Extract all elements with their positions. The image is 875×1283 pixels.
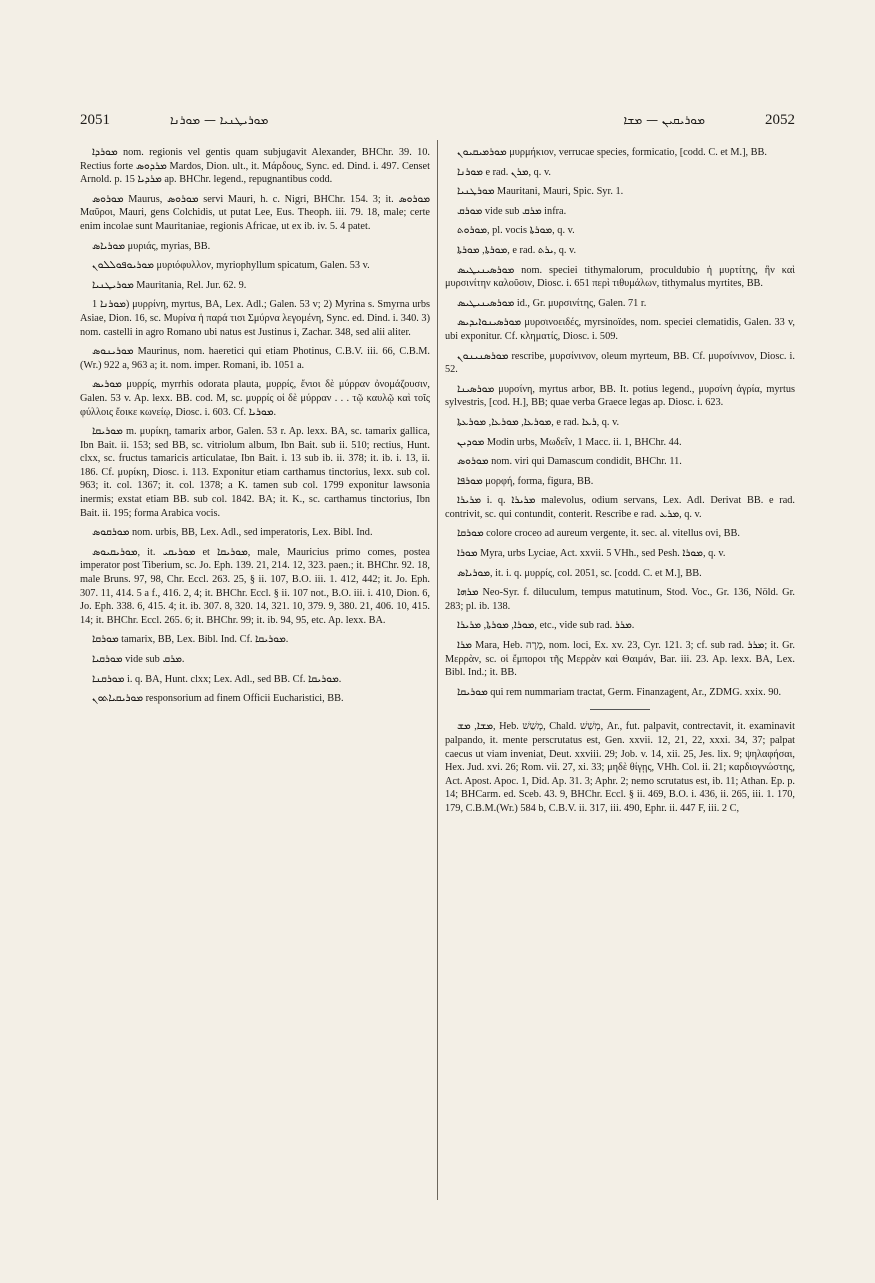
dictionary-entry: ܡܘܪܝܩܐ m. μυρίκη, tamarix arbor, Galen. 53 r. Ap. lexx. BA, sc. tamarix gallica, Ibn Bait. ii. 153; sed BB, sc. vitriolum album, Ibn Bait. sub ii. 510; rectius, Hunt. clxx, sc. fructus tamaricis articulatae, Ibn Bait. i. 13 sub ib. ii. 378; it. ib. i. 13, ii. 186. Cf. μυρίκη, Diosc. i. 113. Exponitur etiam carthamus tinctorius, lexx. sub col. 963; it. col. 1367; it. col. 1378; a K. tamen sub col. 1799 exponitur lawsonia inermis; exstat etiam BB. sub col. 1842. BA; it. K., sc. carthamus tinctorius, Ibn Bait. ii. 195; forma Arabica vocis. <box>80 426 430 519</box>
dictionary-entry: ܡܘܪܝܣ μυρρίς, myrrhis odorata plauta, μυρρίς, ἔνιοι δὲ μύρραν ὀνομάζουσιν, Galen. 53 v. Ap. lexx. BB. cod. M, sc. μυρρίς οἱ δὲ μύρραν . . . τῷ καυλῷ καὶ τοῖς φύλλοις ἔοικε κωνείῳ, Diosc. i. 603. Cf. ܡܘܪܝܐ. <box>80 379 430 418</box>
dictionary-entry: ܡܘܪܡܝܩܝܘܢ μυρμήκιον, verrucae species, formicatio, [codd. C. et M.], BB. <box>457 147 767 158</box>
dictionary-entry: ܡܘܪܘܬ, pl. vocis ܡܘܪܬܐ, q. v. <box>457 225 575 237</box>
dictionary-entry: ܡܘܪܦܐ μορφή, forma, figura, BB. <box>457 475 594 487</box>
dictionary-entry: ܡܘܪܝܐܣ, it. i. q. μυρρίς, col. 2051, sc. [codd. C. et M.], BB. <box>457 567 702 579</box>
dictionary-entry: ܡܘܪܩܐ colore croceo ad aureum vergente, it. sec. al. vitellus ovi, BB. <box>457 528 740 540</box>
dictionary-entry: ܡܘܪܣܝܢܝܛܝܣ nom. speciei tithymalorum, proculdubio ἡ μυρτίτης, ἣν καὶ μυρσινίτην καλοῦσιν, Diosc. i. 651 περὶ τιθυμάλων, tithymalus myrtites, BB. <box>445 264 795 290</box>
dictionary-entry: ܡܘܪܩ vide sub ܡܪܩ infra. <box>457 205 567 217</box>
right-page-number: 2052 <box>765 112 795 128</box>
dictionary-entry: ܡܘܪܝܐܣ μυριάς, myrias, BB. <box>92 240 211 252</box>
dictionary-entry: ܡܘܪܢܐ e rad. ܡܪܢ, q. v. <box>457 166 551 178</box>
page-header <box>80 112 795 136</box>
column-divider <box>437 140 438 1200</box>
dictionary-entry: ܡܘܕܝܢ Modin urbs, Μωδεΐν, 1 Macc. ii. 1, BHChr. 44. <box>457 436 682 448</box>
dictionary-entry: ܡܘܪܝܛܢܝܐ Mauritania, Rel. Jur. 62. 9. <box>92 279 247 291</box>
dictionary-entry: ܡܘܪܬܐ, ܡܘܪܬܐ, e rad. ܝܪܬ, q. v. <box>457 244 577 256</box>
dictionary-entry: ܡܘܪܣܢܝܢܘܢ rescribe, μυρσίνινον, oleum myrteum, BB. Cf. μυρσίνινον, Diosc. i. 52. <box>445 350 795 376</box>
dictionary-entry: ܡܘܪܩܐ tamarix, BB, Lex. Bibl. Ind. Cf. ܡܘܪܝܩܐ. <box>92 634 289 646</box>
dictionary-entry: ܡܘܪܐ Myra, urbs Lyciae, Act. xxvii. 5 VHh., sed Pesh. ܡܘܪܐ, q. v. <box>457 548 726 560</box>
dictionary-entry: ܡܘܪܥܐ, ܡܘܪܥܐ, ܡܘܪܥܬܐ, e rad. ܪܥܐ, q. v. <box>457 416 620 428</box>
dictionary-entry: ܡܘܪܕܐ nom. regionis vel gentis quam subjugavit Alexander, BHChr. 39. 10. Rectius forte ܡܪܕܘܣ Mardos, Dion. ult., it. Μάρδους, Sync. ed. Dind. i. 497. Censet Arnold. p. 15 ܡܪܕܝܐ ap. BHChr. legend., repugnantibus codd. <box>80 147 430 186</box>
dictionary-entry: ܡܘܪܝܩܝܐܬܘܢ responsorium ad finem Officii Eucharistici, BB. <box>92 693 344 705</box>
dictionary-entry: ܡܘܪܣܝܢܐ μυρσίνη, myrtus arbor, BB. It. potius legend., μυρσίνη ἀγρία, myrtus sylvestris, [cod. H.], BB; quae verba Graece legas ap. Diosc. i. 623. <box>445 383 795 409</box>
right-running-title: ܡܘܪܝܩܝܢ — ܡܫܐ <box>623 113 705 127</box>
dictionary-entry: ܡܘܪܩܝܐ vide sub ܡܪܩ. <box>92 654 185 665</box>
dictionary-entry: ܡܘܪܩܢܐ i. q. BA, Hunt. clxx; Lex. Adl., sed BB. Cf. ܡܘܪܝܩܐ. <box>92 673 342 685</box>
dictionary-entry: ܡܘܪܣܝܢܝܛܝܣ id., Gr. μυρσινίτης, Galen. 71 r. <box>457 297 647 309</box>
dictionary-entry: ܡܘܪܛܢܝܐ Mauritani, Mauri, Spic. Syr. 1. <box>457 186 624 198</box>
dictionary-entry: ܡܘܪܢܐ 1) μυρρίνη, myrtus, BA, Lex. Adl.; Galen. 53 v; 2) Myrina s. Smyrna urbs Asiae, Dion. 16, sc. Μυρίνα ἡ παρά τισι Σμύρνα λεγομένη, Sync. ed. Dind. i. 340. 3) nom. castelli in agro Romano ubi natus est Justinus i, Zachar. 348, sed alii aliter. <box>80 299 431 338</box>
left-page-number: 2051 <box>80 112 110 128</box>
dictionary-entry: ܡܪܗܐ Neo-Syr. f. diluculum, tempus matutinum, Stod. Voc., Gr. 136, Nöld. Gr. 283; pl. ib. 138. <box>445 587 795 612</box>
dictionary-entry: ܡܫܐ, ܡܫ, Heb. מָשַׁשׁ, Chald. מְשַׁשׁ, Ar., fut. palpavit, contrectavit, it. examinavit palpando, it. mente perscrutatus est, Gen. xxvii. 12, 21, 22, xxxi. 34, 37; palpat caecus ut viam inveniat, Deut. xxviii. 29; Job. v. 14, xii. 25, Jes. lix. 9; ψηλαφήσαι, Hex. Jud. xvi. 26; Rom. vii. 27, xi. 33; μηδὲ θίγῃς, VHh. Col. ii. 21; καρδιογνώστης, Act. Apost. Apoc. 1, Did. Ap. 31. 3; Aphr. 2; nemo scrutatus est, ib. 11; Athan. Ep. p. 14; BHCarm. ed. Sceb. 43. 9, BHChr. Eccl. § ii. 469, B.O. i. 436, ii. 265, iii. 1. 170, 179, C.B.M.(Wr.) 584 b, C.B.V. ii. 317, iii. 490, Ephr. ii. 447 F, iii. 2 C, <box>445 721 795 814</box>
dictionary-entry: ܡܪܐ Mara, Heb. מָרָה, nom. loci, Ex. xv. 23, Cyr. 121. 3; cf. sub rad. ܡܪܪ; it. Gr. Μερρὰν, sc. οἱ ἔμποροι τῆς Μερρὰν καὶ Θαιμάν, Bar. iii. 23. Ap. lexx. BA, Lex. Bibl. Ind.; it. BB. <box>445 640 795 679</box>
dictionary-entry: ܡܪܝܪܐ i. q. ܡܪܝܪܐ malevolus, odium servans, Lex. Adl. Derivat BB. e rad. contrivit, sc. qui contundit, conterit. Rescribe e rad. ܡܪܥ, q. v. <box>445 495 795 520</box>
dictionary-entry: ܡܘܪܝܩܝܘܣ, it. ܡܘܪܝܩܝ et ܡܘܪܝܩܐ, male, Mauricius primo comes, postea imperator post Tiberium, sc. Jo. Eph. 139. 21, 214. 12, 323. paen.; it. BHChr. 92. 18, male Bruns. 97, 98, Chr. Eccl. 263. 25, § ii. 107, B.O. iii. 1. 412, 442; it. Jo. Eph. 307. 11, 414. 5 a f., 416. 2, 4; it. BHChr. Eccl. § ii. 107 not., B.O. iii. i. 410, Dion. 6, Jo. Eph. 338. 6, 415. 4; it. ib. 307. 8, 320. 14, 321. 10, 379. 9, 380. 21, 406. 10, 415. 14; it. BHChr. Eccl. 265. 6; it. BHChr. 99; it. ib. 94, 95, etc. Ap. lexx. BA. <box>80 546 430 626</box>
section-separator <box>590 709 650 710</box>
dictionary-entry: ܡܘܪܝܢܘܣ Maurinus, nom. haeretici qui etiam Photinus, C.B.V. iii. 66, C.B.M.(Wr.) 922 a, 963 a; it. nom. imper. Romani, ib. 1051 a. <box>80 346 430 371</box>
dictionary-entry: ܡܘܪܘܣ Maurus, ܡܘܪܘܣ servi Mauri, h. c. Nigri, BHChr. 154. 3; it. ܡܘܪܘܣ Μαῦροι, Mauri, gens Colchidis, ut putat Lee, Eus. Theoph. iii. 79. 18, male; certe enim incolae sunt Mauritaniae, regionis Africae, ut ex ib. iv. 5. 4 patet. <box>80 193 430 232</box>
dictionary-entry: ܡܘܪܣܝܢܘܐܝܕܝܣ μυρσινοειδές, myrsinoïdes, nom. speciei clematidis, Galen. 33 v, ubi exponitur. Cf. κληματίς, Diosc. i. 509. <box>445 317 795 342</box>
dictionary-entry: ܡܘܪܝܩܐ qui rem nummariam tractat, Germ. Finanzagent, Ar., ZDMG. xxix. 90. <box>457 686 782 698</box>
right-column <box>445 146 795 822</box>
dictionary-entry: ܡܘܪܩܘܣ nom. urbis, BB, Lex. Adl., sed imperatoris, Lex. Bibl. Ind. <box>92 527 373 539</box>
left-running-title: ܡܘܪܝܛܢܝܐ — ܡܘܪܢܐ <box>170 113 269 127</box>
dictionary-entry: ܡܘܪܘܣ nom. viri qui Damascum condidit, BHChr. 11. <box>457 456 682 468</box>
dictionary-entry: ܡܘܪܐ, ܡܘܪܬܐ, ܡܪܝܪܐ, etc., vide sub rad. ܡܪܪ. <box>457 620 635 632</box>
dictionary-entry: ܡܘܪܝܘܦܘܠܠܘܢ μυριόφυλλον, myriophyllum spicatum, Galen. 53 v. <box>92 260 370 272</box>
left-column <box>80 146 430 712</box>
